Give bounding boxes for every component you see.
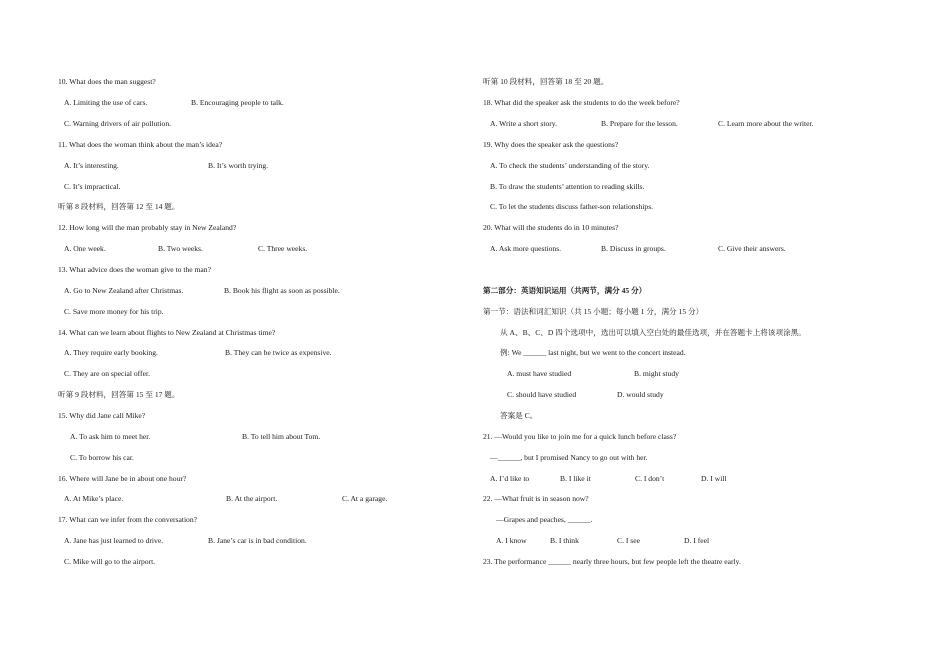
- option-11b: B. It’s worth trying.: [208, 161, 269, 170]
- option-21d: D. I will: [701, 474, 727, 483]
- option-17b: B. Jane’s car is in bad condition.: [208, 536, 307, 545]
- option-22b: B. I think: [550, 536, 579, 545]
- section-1-instruction: 从 A、B、C、D 四个选项中，选出可以填入空白处的最佳选项，并在答题卡上将该项涂黑。: [500, 328, 806, 337]
- question-23: 23. The performance ______ nearly three hours, but few people left the theatre early.: [483, 557, 741, 566]
- option-14b: B. They can be twice as expensive.: [225, 348, 332, 357]
- option-15b: B. To tell him about Tom.: [242, 432, 321, 441]
- option-11c: C. It’s impractical.: [64, 182, 121, 191]
- option-18a: A. Write a short story.: [490, 119, 557, 128]
- example-option-d: D. would study: [617, 390, 664, 399]
- example-option-a: A. must have studied: [507, 369, 572, 378]
- option-10c: C. Warning drivers of air pollution.: [64, 119, 172, 128]
- section-1-heading: 第一节：语法和词汇知识（共 15 小题；每小题 1 分，满分 15 分）: [483, 307, 704, 316]
- question-16: 16. Where will Jane be in about one hour?: [58, 474, 187, 483]
- option-20a: A. Ask more questions.: [490, 244, 562, 253]
- option-17c: C. Mike will go to the airport.: [64, 557, 156, 566]
- question-22-line-2: —Grapes and peaches, ______.: [496, 515, 593, 524]
- option-19c: C. To let the students discuss father-son relationships.: [490, 202, 654, 211]
- instruction-passage-10: 听第 10 段材料，回答第 18 至 20 题。: [483, 77, 609, 86]
- question-20: 20. What will the students do in 10 minutes?: [483, 223, 619, 232]
- option-22d: D. I feel: [684, 536, 710, 545]
- option-12a: A. One week.: [64, 244, 106, 253]
- example-answer: 答案是 C。: [500, 411, 538, 420]
- option-21a: A. I’d like to: [490, 474, 530, 483]
- option-22c: C. I see: [617, 536, 640, 545]
- question-14: 14. What can we learn about flights to New Zealand at Christmas time?: [58, 328, 276, 337]
- option-14a: A. They require early booking.: [64, 348, 158, 357]
- question-15: 15. Why did Jane call Mike?: [58, 411, 146, 420]
- question-21: 21. —Would you like to join me for a quick lunch before class?: [483, 432, 677, 441]
- option-21c: C. I don’t: [635, 474, 665, 483]
- option-16a: A. At Mike’s place.: [64, 494, 124, 503]
- option-12b: B. Two weeks.: [158, 244, 203, 253]
- option-11a: A. It’s interesting.: [64, 161, 119, 170]
- question-11: 11. What does the woman think about the man’s idea?: [58, 140, 223, 149]
- part-2-heading: 第二部分：英语知识运用（共两节，满分 45 分）: [483, 286, 647, 295]
- question-22: 22. —What fruit is in season now?: [483, 494, 589, 503]
- option-13b: B. Book his flight as soon as possible.: [224, 286, 340, 295]
- option-21b: B. I like it: [560, 474, 591, 483]
- instruction-passage-8: 听第 8 段材料，回答第 12 至 14 题。: [58, 202, 180, 211]
- option-12c: C. Three weeks.: [258, 244, 308, 253]
- question-13: 13. What advice does the woman give to the man?: [58, 265, 211, 274]
- option-20b: B. Discuss in groups.: [601, 244, 666, 253]
- instruction-passage-9: 听第 9 段材料，回答第 15 至 17 题。: [58, 390, 180, 399]
- option-15c: C. To borrow his car.: [70, 453, 134, 462]
- option-18b: B. Prepare for the lesson.: [601, 119, 678, 128]
- example-question: 例: We ______ last night, but we went to the concert instead.: [500, 348, 686, 357]
- option-13a: A. Go to New Zealand after Christmas.: [64, 286, 184, 295]
- question-10: 10. What does the man suggest?: [58, 77, 156, 86]
- question-17: 17. What can we infer from the conversation?: [58, 515, 198, 524]
- question-19: 19. Why does the speaker ask the questions?: [483, 140, 619, 149]
- question-12: 12. How long will the man probably stay in New Zealand?: [58, 223, 237, 232]
- option-17a: A. Jane has just learned to drive.: [64, 536, 164, 545]
- option-18c: C. Learn more about the writer.: [718, 119, 814, 128]
- option-15a: A. To ask him to meet her.: [70, 432, 151, 441]
- option-20c: C. Give their answers.: [718, 244, 786, 253]
- option-10b: B. Encouraging people to talk.: [191, 98, 284, 107]
- question-18: 18. What did the speaker ask the students to do the week before?: [483, 98, 680, 107]
- option-19a: A. To check the students’ understanding of the story.: [490, 161, 650, 170]
- option-16b: B. At the airport.: [226, 494, 278, 503]
- example-option-c: C. should have studied: [507, 390, 577, 399]
- option-16c: C. At a garage.: [342, 494, 388, 503]
- option-13c: C. Save more money for his trip.: [64, 307, 164, 316]
- question-21-line-2: —______, but I promised Nancy to go out with her.: [490, 453, 648, 462]
- option-10a: A. Limiting the use of cars.: [64, 98, 148, 107]
- example-option-b: B. might study: [634, 369, 679, 378]
- option-14c: C. They are on special offer.: [64, 369, 150, 378]
- option-19b: B. To draw the students’ attention to reading skills.: [490, 182, 645, 191]
- option-22a: A. I know: [496, 536, 527, 545]
